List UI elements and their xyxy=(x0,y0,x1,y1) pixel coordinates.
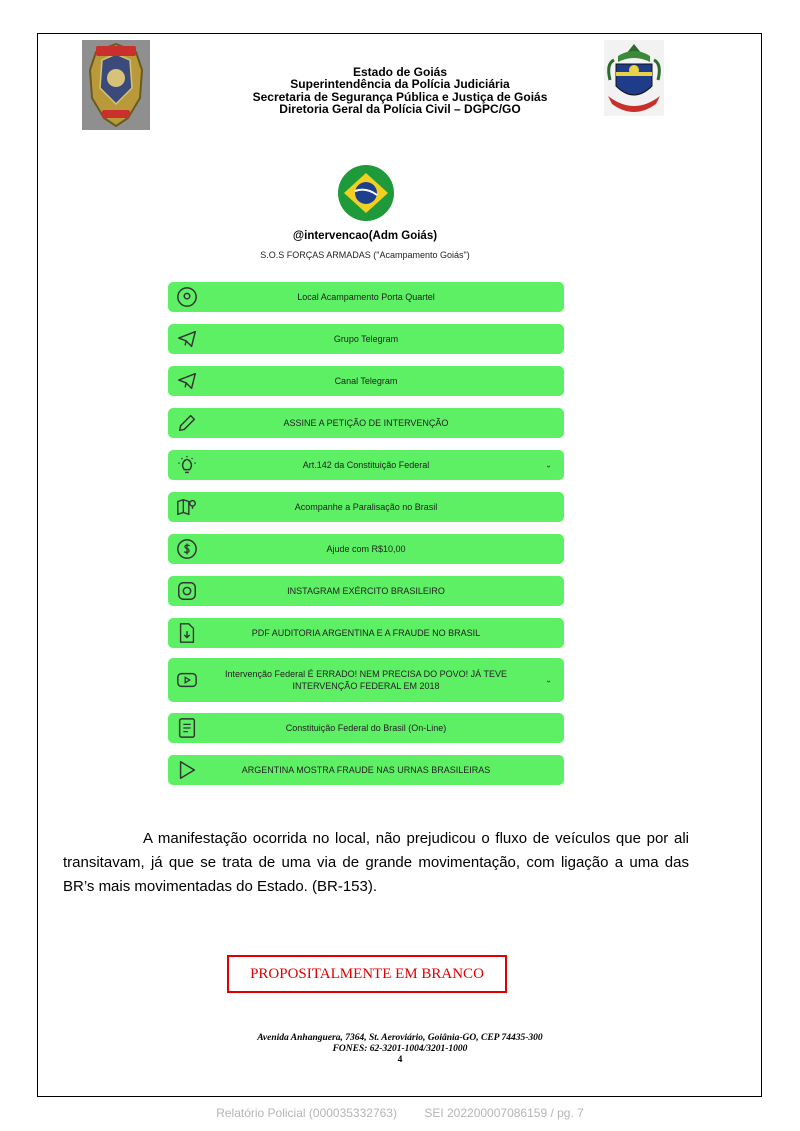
footer-report-id: Relatório Policial (000035332763) xyxy=(216,1106,397,1120)
link-button-acampamento[interactable] xyxy=(168,282,564,312)
link-button-canal-telegram[interactable] xyxy=(168,366,564,396)
brazil-flag-avatar xyxy=(337,164,395,222)
footer xyxy=(0,1106,800,1120)
pencil-icon xyxy=(176,412,198,434)
instagram-icon xyxy=(176,580,198,602)
profile-subtitle: S.O.S FORÇAS ARMADAS ("Acampamento Goiás") xyxy=(260,250,470,260)
link-label: INSTAGRAM EXÉRCITO BRASILEIRO xyxy=(287,586,445,596)
link-label: Acompanhe a Paralisação no Brasil xyxy=(294,502,438,512)
map-icon xyxy=(176,496,198,518)
header-superintendency: Superintendência da Polícia Judiciária xyxy=(290,77,510,92)
link-label: Local Acampamento Porta Quartel xyxy=(297,292,435,302)
link-button-peticao[interactable] xyxy=(168,408,564,438)
link-label: Grupo Telegram xyxy=(333,334,399,344)
link-label: ARGENTINA MOSTRA FRAUDE NAS URNAS BRASILEIRAS xyxy=(241,765,491,775)
footer-sei-page: SEI 202200007086159 / pg. 7 xyxy=(424,1106,584,1120)
file-download-icon xyxy=(176,622,198,644)
link-label: Canal Telegram xyxy=(334,376,398,386)
link-label: Constituição Federal do Brasil (On-Line) xyxy=(285,723,447,733)
header-secretariat: Secretaria de Segurança Pública e Justiça de Goiás xyxy=(252,89,548,104)
youtube-icon xyxy=(176,669,198,691)
link-label: ASSINE A PETIÇÃO DE INTERVENÇÃO xyxy=(283,418,449,428)
link-label: Intervenção Federal É ERRADO! NEM PRECISA DO POVO! JÁ TEVE INTERVENÇÃO FEDERAL EM 2018 xyxy=(225,669,507,691)
address-line: Avenida Anhanguera, 7364, St. Aeroviário, Goiânia-GO, CEP 74435-300 xyxy=(257,1033,543,1043)
chevron-down-icon[interactable]: ⌄ xyxy=(545,460,552,470)
link-button-art142[interactable] xyxy=(168,450,564,480)
phone-line: FONES: 62-3201-1004/3201-1000 xyxy=(332,1043,468,1054)
chevron-down-icon[interactable]: ⌄ xyxy=(545,675,552,685)
dollar-icon xyxy=(176,538,198,560)
link-button-instagram[interactable] xyxy=(168,576,564,606)
body-paragraph xyxy=(63,827,689,899)
address-block xyxy=(150,1033,650,1054)
document-icon xyxy=(176,717,198,739)
location-pin-icon xyxy=(176,286,198,308)
telegram-icon xyxy=(176,370,198,392)
document-header xyxy=(150,66,650,116)
link-label: PDF AUDITORIA ARGENTINA E A FRAUDE NO BRASIL xyxy=(251,628,481,638)
policia-civil-badge-logo xyxy=(82,40,150,130)
link-button-ajude[interactable] xyxy=(168,534,564,564)
header-directorate: Diretoria Geral da Polícia Civil – DGPC/GO xyxy=(279,102,521,117)
lightbulb-icon xyxy=(176,454,198,476)
header-state: Estado de Goiás xyxy=(352,65,448,79)
body-paragraph-text: A manifestação ocorrida no local, não prejudicou o fluxo de veículos que por ali transitavam, já que se trata de uma via de grande movimentação, com ligação a uma das BR’s mais movimentadas do Estado. (BR-153). xyxy=(63,830,689,895)
link-button-intervencao-video[interactable] xyxy=(168,658,564,702)
telegram-icon xyxy=(176,328,198,350)
blank-stamp: PROPOSITALMENTE EM BRANCO xyxy=(227,955,507,993)
link-label: Art.142 da Constituição Federal xyxy=(302,460,430,470)
link-button-paralisacao[interactable] xyxy=(168,492,564,522)
link-button-grupo-telegram[interactable] xyxy=(168,324,564,354)
page-number: 4 xyxy=(397,1055,403,1065)
link-button-argentina-fraude[interactable] xyxy=(168,755,564,785)
goias-coat-of-arms-logo xyxy=(604,40,664,116)
profile-handle: @intervencao(Adm Goiás) xyxy=(292,230,438,242)
link-button-constituicao[interactable] xyxy=(168,713,564,743)
link-button-pdf-auditoria[interactable] xyxy=(168,618,564,648)
link-label: Ajude com R$10,00 xyxy=(326,544,406,554)
play-icon xyxy=(176,759,198,781)
